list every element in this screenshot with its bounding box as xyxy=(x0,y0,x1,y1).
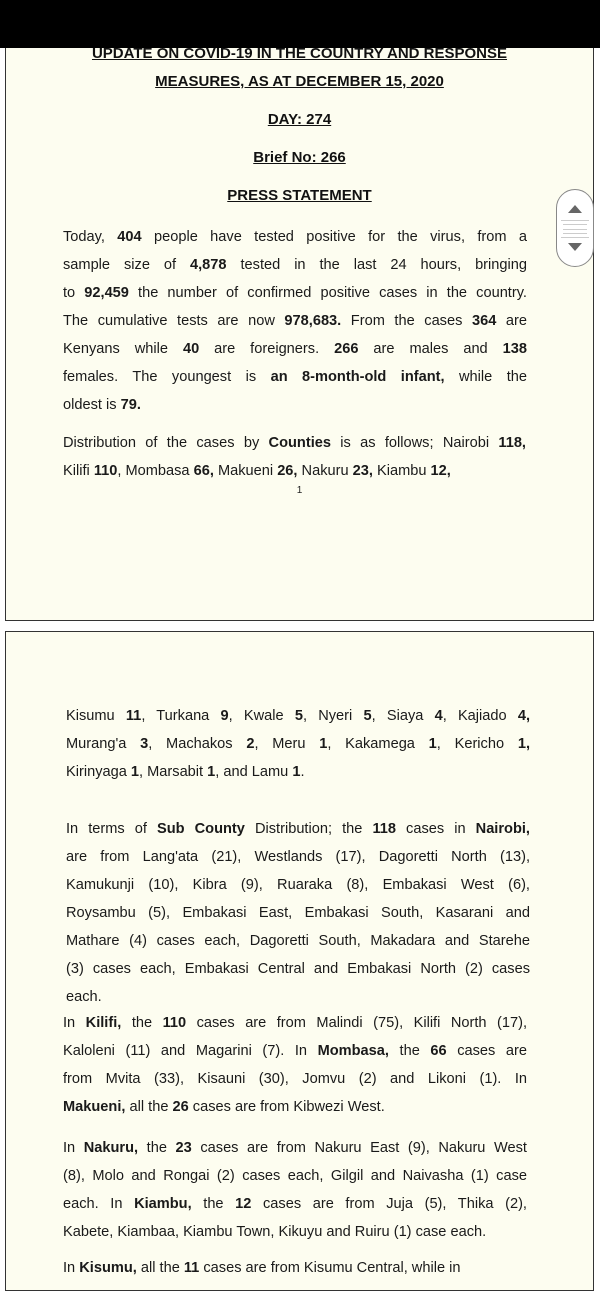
text-line xyxy=(63,335,527,363)
bold-text: 26 xyxy=(172,1099,189,1115)
bold-text: 11 xyxy=(183,1260,200,1276)
text-line xyxy=(63,307,527,335)
page-scroll-control[interactable] xyxy=(556,189,594,267)
bold-text: 110 xyxy=(93,463,118,479)
day-label: DAY: 274 xyxy=(267,111,332,128)
text-run: sample size of xyxy=(63,257,191,273)
text-run: cases are from Nakuru East (9), Nakuru West xyxy=(191,1140,527,1156)
bold-text: 79. xyxy=(120,397,141,413)
bold-text: 3 xyxy=(140,736,149,752)
text-line xyxy=(63,1093,527,1121)
text-line xyxy=(66,702,530,730)
bold-text: Nakuru, xyxy=(83,1140,139,1156)
text-run: cases are from Kisumu Central, while in xyxy=(199,1260,461,1276)
text-line xyxy=(63,457,526,485)
text-run: each. In xyxy=(63,1196,135,1212)
bold-text: 12 xyxy=(235,1196,252,1212)
text-run: the xyxy=(138,1140,176,1156)
text-run: from Mvita (33), Kisauni (30), Jomvu (2) and Likoni (1). In xyxy=(63,1071,527,1087)
text-run: . xyxy=(300,764,305,780)
text-run: Nakuru xyxy=(297,463,353,479)
bold-text: 26, xyxy=(277,463,298,479)
text-run: are males and xyxy=(358,341,503,357)
bold-text: 978,683. xyxy=(284,313,342,329)
brief-number: Brief No: 266 xyxy=(253,149,346,166)
bold-text: 2 xyxy=(246,736,255,752)
chevron-up-icon xyxy=(567,203,583,215)
text-line xyxy=(63,279,527,307)
text-run: females. The youngest is xyxy=(63,369,271,385)
bold-text: 40 xyxy=(182,341,200,357)
text-run: cases are from Juja (5), Thika (2), xyxy=(251,1196,527,1212)
text-run: , Kajiado xyxy=(442,708,518,724)
text-run: all the xyxy=(136,1260,184,1276)
bold-text: 118 xyxy=(372,821,396,837)
text-run: , Marsabit xyxy=(139,764,208,780)
bold-text: Makueni, xyxy=(63,1099,126,1115)
scroll-down-button[interactable] xyxy=(557,228,593,266)
text-run: (8), Molo and Rongai (2) cases each, Gilgil and Naivasha (1) case xyxy=(63,1168,527,1184)
paragraph-county-distribution-cont xyxy=(66,702,530,786)
bold-text: 404 xyxy=(117,229,142,245)
bold-text: 11 xyxy=(125,708,142,724)
text-line xyxy=(63,391,527,419)
bold-text: 5 xyxy=(363,708,372,724)
bold-text: 92,459 xyxy=(84,285,129,301)
bold-text: 4, xyxy=(517,708,530,724)
text-run: people have tested positive for the virus, from a xyxy=(141,229,528,245)
bold-text: 4 xyxy=(434,708,443,724)
page-number: 1 xyxy=(296,485,303,496)
text-run: In xyxy=(63,1015,86,1031)
paragraph-county-distribution xyxy=(63,429,526,485)
text-run: , Mombasa xyxy=(117,463,194,479)
bold-text: Mombasa, xyxy=(317,1043,389,1059)
text-line xyxy=(66,983,530,1011)
chevron-down-icon xyxy=(567,241,583,253)
text-line xyxy=(63,1009,527,1037)
bold-text: 1 xyxy=(319,736,328,752)
text-run: Kabete, Kiambaa, Kiambu Town, Kikuyu and Ruiru (1) case each. xyxy=(63,1224,487,1240)
text-run: In terms of xyxy=(66,821,158,837)
text-run: Kilifi xyxy=(63,463,94,479)
text-run: Kirinyaga xyxy=(66,764,131,780)
text-run: Today, xyxy=(63,229,118,245)
text-run: Kiambu xyxy=(372,463,431,479)
text-run: the xyxy=(121,1015,163,1031)
text-run: cases are from Kibwezi West. xyxy=(188,1099,385,1115)
text-run: Murang'a xyxy=(66,736,141,752)
bold-text: 1 xyxy=(428,736,437,752)
bold-text: 23 xyxy=(175,1140,192,1156)
bold-text: 1, xyxy=(517,736,530,752)
text-run: cases in xyxy=(395,821,476,837)
text-run: Kenyans while xyxy=(63,341,183,357)
text-run: , Siaya xyxy=(371,708,435,724)
document-title-line-2: MEASURES, AS AT DECEMBER 15, 2020 xyxy=(155,73,444,90)
bold-text: 12, xyxy=(430,463,451,479)
document-page-1 xyxy=(5,48,594,621)
status-bar xyxy=(0,0,600,48)
bold-text: 5 xyxy=(294,708,303,724)
text-run: Kamukunji (10), Kibra (9), Ruaraka (8), Embakasi West (6), xyxy=(66,877,530,893)
bold-text: 118, xyxy=(498,435,526,451)
text-run: Distribution of the cases by xyxy=(63,435,269,451)
text-line xyxy=(63,1218,527,1246)
text-run: cases are xyxy=(446,1043,527,1059)
bold-text: 110 xyxy=(162,1015,187,1031)
text-line xyxy=(63,1065,527,1093)
text-run: , Meru xyxy=(254,736,320,752)
text-line xyxy=(63,429,526,457)
text-line xyxy=(63,1134,527,1162)
paragraph-nakuru-kiambu xyxy=(63,1134,527,1246)
bold-text: 66 xyxy=(430,1043,447,1059)
bold-text: Kilifi, xyxy=(85,1015,122,1031)
document-title-line-1: UPDATE ON COVID-19 IN THE COUNTRY AND RESPONSE xyxy=(91,48,508,62)
text-run: Kisumu xyxy=(66,708,126,724)
text-line xyxy=(66,871,530,899)
paragraph-kisumu xyxy=(63,1254,527,1282)
bold-text: Sub County xyxy=(157,821,245,837)
text-line xyxy=(63,1162,527,1190)
text-run: is as follows; Nairobi xyxy=(330,435,499,451)
text-line xyxy=(63,223,527,251)
text-line xyxy=(66,758,530,786)
bold-text: Kisumu, xyxy=(79,1260,137,1276)
text-run: (3) cases each, Embakasi Central and Embakasi North (2) cases xyxy=(66,961,530,977)
paragraph-kilifi-mombasa-makueni xyxy=(63,1009,527,1121)
text-line xyxy=(63,1190,527,1218)
bold-text: 266 xyxy=(334,341,359,357)
bold-text: Counties xyxy=(268,435,331,451)
text-run: From the cases xyxy=(341,313,472,329)
bold-text: 1 xyxy=(207,764,216,780)
text-run: the number of confirmed positive cases in the country. xyxy=(128,285,527,301)
text-line xyxy=(63,1037,527,1065)
text-run: while the xyxy=(444,369,528,385)
text-line xyxy=(66,843,530,871)
text-run: oldest is xyxy=(63,397,121,413)
bold-text: 66, xyxy=(193,463,214,479)
text-run: are from Lang'ata (21), Westlands (17), Dagoretti North (13), xyxy=(66,849,530,865)
bold-text: 1 xyxy=(292,764,301,780)
text-line xyxy=(63,363,527,391)
text-line xyxy=(66,927,530,955)
text-run: the xyxy=(191,1196,236,1212)
text-run: , Machakos xyxy=(148,736,247,752)
text-run: cases are from Malindi (75), Kilifi North (17), xyxy=(186,1015,527,1031)
bold-text: 9 xyxy=(220,708,229,724)
paragraph-nairobi-subcounty xyxy=(66,815,530,1011)
bold-text: Nairobi, xyxy=(475,821,530,837)
document-page-2 xyxy=(5,631,594,1291)
text-run: , Kakamega xyxy=(327,736,429,752)
bold-text: 4,878 xyxy=(190,257,227,273)
bold-text: an 8-month-old infant, xyxy=(270,369,445,385)
bold-text: 364 xyxy=(471,313,497,329)
text-run: , Kwale xyxy=(228,708,295,724)
text-line xyxy=(66,815,530,843)
text-run: , Turkana xyxy=(141,708,221,724)
text-line xyxy=(66,899,530,927)
text-run: Makueni xyxy=(213,463,278,479)
text-run: , Kericho xyxy=(436,736,518,752)
text-run: all the xyxy=(125,1099,173,1115)
text-run: Roysambu (5), Embakasi East, Embakasi South, Kasarani and xyxy=(66,905,530,921)
bold-text: 1 xyxy=(130,764,140,780)
press-statement-heading: PRESS STATEMENT xyxy=(227,187,372,204)
text-run: , Nyeri xyxy=(302,708,364,724)
bold-text: 23, xyxy=(352,463,373,479)
bold-text: Kiambu, xyxy=(134,1196,192,1212)
bold-text: 138 xyxy=(502,341,527,357)
text-run: In xyxy=(63,1140,84,1156)
text-line xyxy=(63,1254,527,1282)
text-line xyxy=(66,730,530,758)
text-run: Distribution; the xyxy=(244,821,373,837)
text-run: Kaloleni (11) and Magarini (7). In xyxy=(63,1043,318,1059)
text-run: are foreigners. xyxy=(199,341,335,357)
text-run: each. xyxy=(66,989,102,1005)
text-run: In xyxy=(63,1260,80,1276)
text-line xyxy=(66,955,530,983)
text-run: Mathare (4) cases each, Dagoretti South, Makadara and Starehe xyxy=(66,933,530,949)
text-run: The cumulative tests are now xyxy=(63,313,285,329)
paragraph-summary xyxy=(63,223,527,419)
text-run: tested in the last 24 hours, bringing xyxy=(226,257,527,273)
text-line xyxy=(63,251,527,279)
text-run: the xyxy=(388,1043,431,1059)
text-run: are xyxy=(496,313,527,329)
text-run: to xyxy=(63,285,85,301)
text-run: , and Lamu xyxy=(215,764,293,780)
